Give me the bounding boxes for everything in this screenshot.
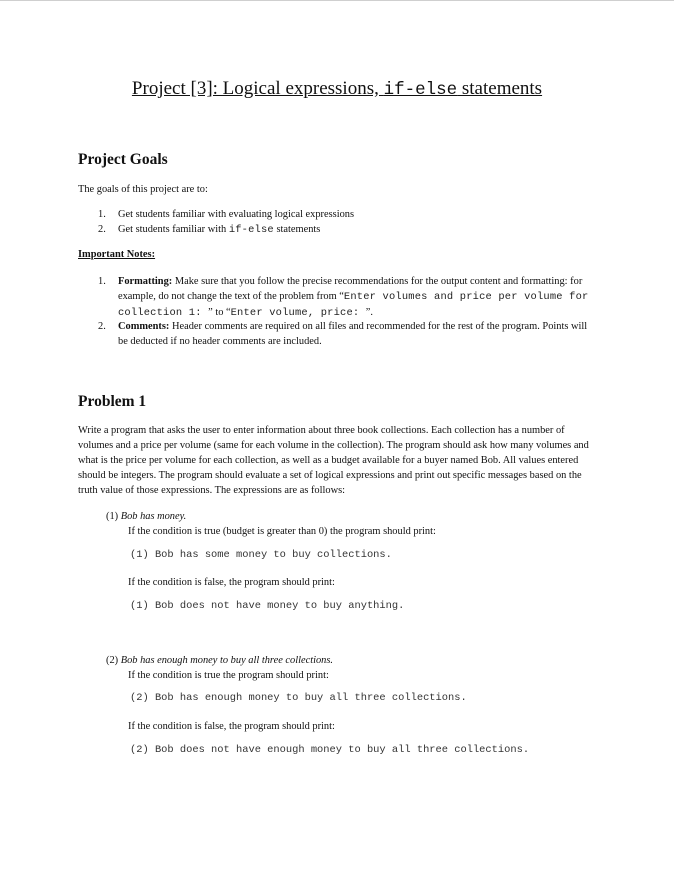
condition-name: Bob has money. [120,511,187,522]
inline-code: Enter volume, price: [230,307,366,319]
title-code: if-else [383,80,458,100]
page-title [0,78,674,100]
note-label: Formatting: [118,276,173,287]
goals-heading: Project Goals [78,151,168,168]
inline-code: if-else [228,224,274,236]
code-output: (2) Bob does not have enough money to buy all three collections. [130,744,530,756]
note-text [118,319,588,349]
list-number: 2. [98,321,106,332]
goal-text-part: Get students familiar with [118,224,229,235]
condition-true-text: If the condition is true (budget is greater than 0) the program should print: [128,526,436,537]
problem1-heading: Problem 1 [78,393,147,410]
note-text-part: Make sure that you follow the precise recommendations for the output content and formatting: for example, do not change the text of the problem from “ [118,276,583,302]
inline-code: Enter volumes and price per volume for collection 1: [118,291,589,319]
code-output: (1) Bob does not have money to buy anything. [130,600,405,612]
important-notes-heading: Important Notes: [78,249,156,260]
code-output: (2) Bob has enough money to buy all three collections. [130,692,467,704]
list-number: 1. [98,276,106,287]
title-suffix: statements [457,78,543,99]
condition-true-text: If the condition is true the program should print: [128,670,329,681]
list-number: 2. [98,224,106,235]
goal-text: Get students familiar with evaluating logical expressions [118,209,355,220]
top-border [0,0,674,1]
note-text-part: ” to “ [208,307,231,318]
goal-text [118,222,598,238]
condition-number: (1) [106,511,119,522]
problem1-description: Write a program that asks the user to enter information about three book collections. Each collection has a number of volumes and a price per volume (same for each volume in the collection). The program should ask how many volumes and what is the price per volume for each collection, as well as a budget available for a buyer named Bob. All values entered should be integers. The program should evaluate a set of logical expressions and print out specific messages based on the truth value of those expressions. The expressions are as follows: [78,425,589,496]
list-number: 1. [98,209,106,220]
note-label: Comments: [118,321,170,332]
condition-number: (2) [106,655,119,666]
title-text: Project [3]: Logical expressions, [131,78,384,99]
condition-false-text: If the condition is false, the program should print: [128,721,335,732]
goals-intro: The goals of this project are to: [78,184,208,195]
code-output: (1) Bob has some money to buy collections. [130,549,392,561]
note-text-part: Header comments are required on all files and recommended for the rest of the program. Points will be deducted if no header comments are included. [118,321,588,347]
note-text-part: ”. [365,307,373,318]
condition-false-text: If the condition is false, the program should print: [128,577,335,588]
goal-text-part: statements [273,224,321,235]
condition-name: Bob has enough money to buy all three collections. [120,655,334,666]
condition-heading [106,509,186,524]
note-text [118,274,608,321]
condition-heading [106,653,333,668]
